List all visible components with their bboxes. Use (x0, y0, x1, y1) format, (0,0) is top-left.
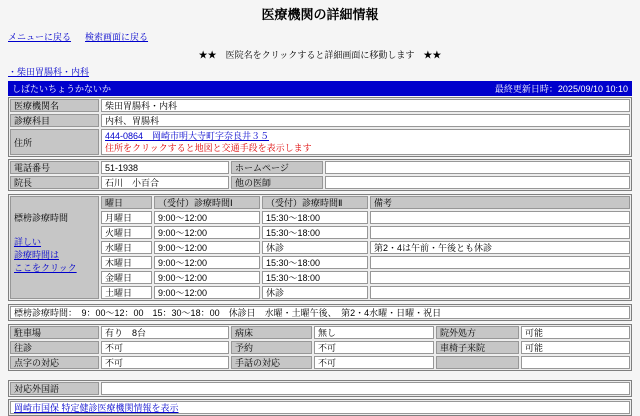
time1-cell: 9:00～12:00 (154, 286, 260, 299)
page-title: 医療機関の詳細情報 (261, 7, 379, 22)
time2-cell: 15:30～18:00 (262, 256, 368, 269)
day-cell: 金曜日 (101, 271, 152, 284)
sign-language-value: 不可 (314, 356, 434, 369)
schedule-row-friday (101, 271, 630, 284)
homepage-value (325, 161, 630, 174)
braille-label: 点字の対応 (10, 356, 99, 369)
empty-value-cell (521, 356, 630, 369)
schedule-row-tuesday (101, 226, 630, 239)
address-map-link[interactable]: 444-0864 岡崎市明大寺町字奈良井３５ (105, 131, 270, 141)
table-row (10, 176, 630, 189)
time2-cell: 15:30～18:00 (262, 271, 368, 284)
table-row (10, 341, 630, 354)
table-row (10, 356, 630, 369)
contact-table (8, 159, 632, 191)
basic-info-table (8, 97, 632, 157)
day-cell: 土曜日 (101, 286, 152, 299)
reservation-value: 不可 (314, 341, 434, 354)
languages-table (8, 380, 632, 397)
footer-link-cell (10, 401, 630, 414)
braille-value: 不可 (101, 356, 229, 369)
note-cell (370, 256, 630, 269)
col-header-note: 備考 (370, 196, 630, 209)
schedule-summary-table (8, 304, 632, 321)
name-value: 柴田胃腸科・内科 (101, 99, 630, 112)
parking-value: 有り 8台 (101, 326, 229, 339)
other-doctor-value (325, 176, 630, 189)
search-back-link[interactable]: 検索画面に戻る (85, 32, 149, 42)
note-cell (370, 226, 630, 239)
schedule-table (8, 194, 632, 301)
menu-back-link[interactable]: メニューに戻る (8, 32, 72, 42)
schedule-detail-link-line: 詳しい (14, 237, 42, 247)
time1-cell: 9:00～12:00 (154, 211, 260, 224)
last-updated: 最終更新日時：2025/09/10 10:10 (494, 84, 628, 94)
schedule-header-row (101, 196, 630, 209)
schedule-summary-text: 標榜診療時間： 9：00～12：00 15：30～18：00 休診日 水曜・土曜午後、 第2・4水曜・日曜・祝日 (10, 306, 630, 319)
col-header-time2: （受付）診療時間Ⅱ (262, 196, 368, 209)
director-label: 院長 (10, 176, 99, 189)
day-cell: 月曜日 (101, 211, 152, 224)
reservation-label: 予約 (231, 341, 312, 354)
prescription-label: 院外処方 (436, 326, 519, 339)
phone-label: 電話番号 (10, 161, 99, 174)
day-cell: 水曜日 (101, 241, 152, 254)
col-header-day: 曜日 (101, 196, 152, 209)
languages-label: 対応外国語 (10, 382, 99, 395)
languages-value (101, 382, 630, 395)
phone-value: 51-1938 (101, 161, 229, 174)
clinic-name-link[interactable]: ・柴田胃腸科・内科 (8, 67, 90, 77)
note-cell (370, 271, 630, 284)
address-cell (101, 129, 630, 155)
other-doctor-label: 他の医師 (231, 176, 323, 189)
table-row (10, 326, 630, 339)
beds-label: 病床 (231, 326, 312, 339)
department-value: 内科、胃腸科 (101, 114, 630, 127)
time1-cell: 9:00～12:00 (154, 241, 260, 254)
address-map-note: 住所をクリックすると地図と交通手段を表示します (105, 143, 312, 153)
sign-language-label: 手話の対応 (231, 356, 312, 369)
time1-cell: 9:00～12:00 (154, 226, 260, 239)
table-row (10, 129, 630, 155)
note-cell (370, 286, 630, 299)
clinic-header-bar (8, 81, 632, 96)
kokuho-checkup-info-link[interactable]: 岡崎市国保 特定健診医療機関情報を表示 (14, 403, 179, 413)
house-call-value: 不可 (101, 341, 229, 354)
prescription-value: 可能 (521, 326, 630, 339)
house-call-label: 往診 (10, 341, 99, 354)
schedule-detail-link[interactable] (14, 236, 95, 275)
schedule-label-cell (10, 196, 99, 299)
time2-cell: 休診 (262, 286, 368, 299)
wheelchair-value: 可能 (521, 341, 630, 354)
clinic-kana: しばたいちょうかないか (12, 84, 112, 94)
note-cell (370, 211, 630, 224)
note-cell: 第2・4は午前・午後とも休診 (370, 241, 630, 254)
time1-cell: 9:00～12:00 (154, 271, 260, 284)
parking-label: 駐車場 (10, 326, 99, 339)
time2-cell: 休診 (262, 241, 368, 254)
homepage-label: ホームページ (231, 161, 323, 174)
col-header-time1: （受付）診療時間Ⅰ (154, 196, 260, 209)
name-label: 医療機関名 (10, 99, 99, 112)
table-row (10, 114, 630, 127)
address-label: 住所 (10, 129, 99, 155)
time2-cell: 15:30～18:00 (262, 211, 368, 224)
time1-cell: 9:00～12:00 (154, 256, 260, 269)
day-cell: 火曜日 (101, 226, 152, 239)
table-row (10, 161, 630, 174)
schedule-row-monday (101, 211, 630, 224)
director-value: 石川 小百合 (101, 176, 229, 189)
day-cell: 木曜日 (101, 256, 152, 269)
wheelchair-label: 車椅子来院 (436, 341, 519, 354)
nav-links (8, 30, 632, 43)
empty-label-cell (436, 356, 519, 369)
time2-cell: 15:30～18:00 (262, 226, 368, 239)
table-row (10, 99, 630, 112)
schedule-detail-link-line: ここをクリック (14, 263, 77, 273)
beds-value: 無し (314, 326, 434, 339)
notice-text: ★★ 医院名をクリックすると詳細画面に移動します ★★ (198, 50, 442, 60)
footer-link-table (8, 399, 632, 416)
facilities-table (8, 324, 632, 371)
schedule-row-thursday (101, 256, 630, 269)
schedule-row-wednesday (101, 241, 630, 254)
schedule-label: 標榜診療時間 (14, 213, 69, 223)
department-label: 診療科目 (10, 114, 99, 127)
schedule-row-saturday (101, 286, 630, 299)
schedule-detail-link-line: 診療時間は (14, 250, 60, 260)
